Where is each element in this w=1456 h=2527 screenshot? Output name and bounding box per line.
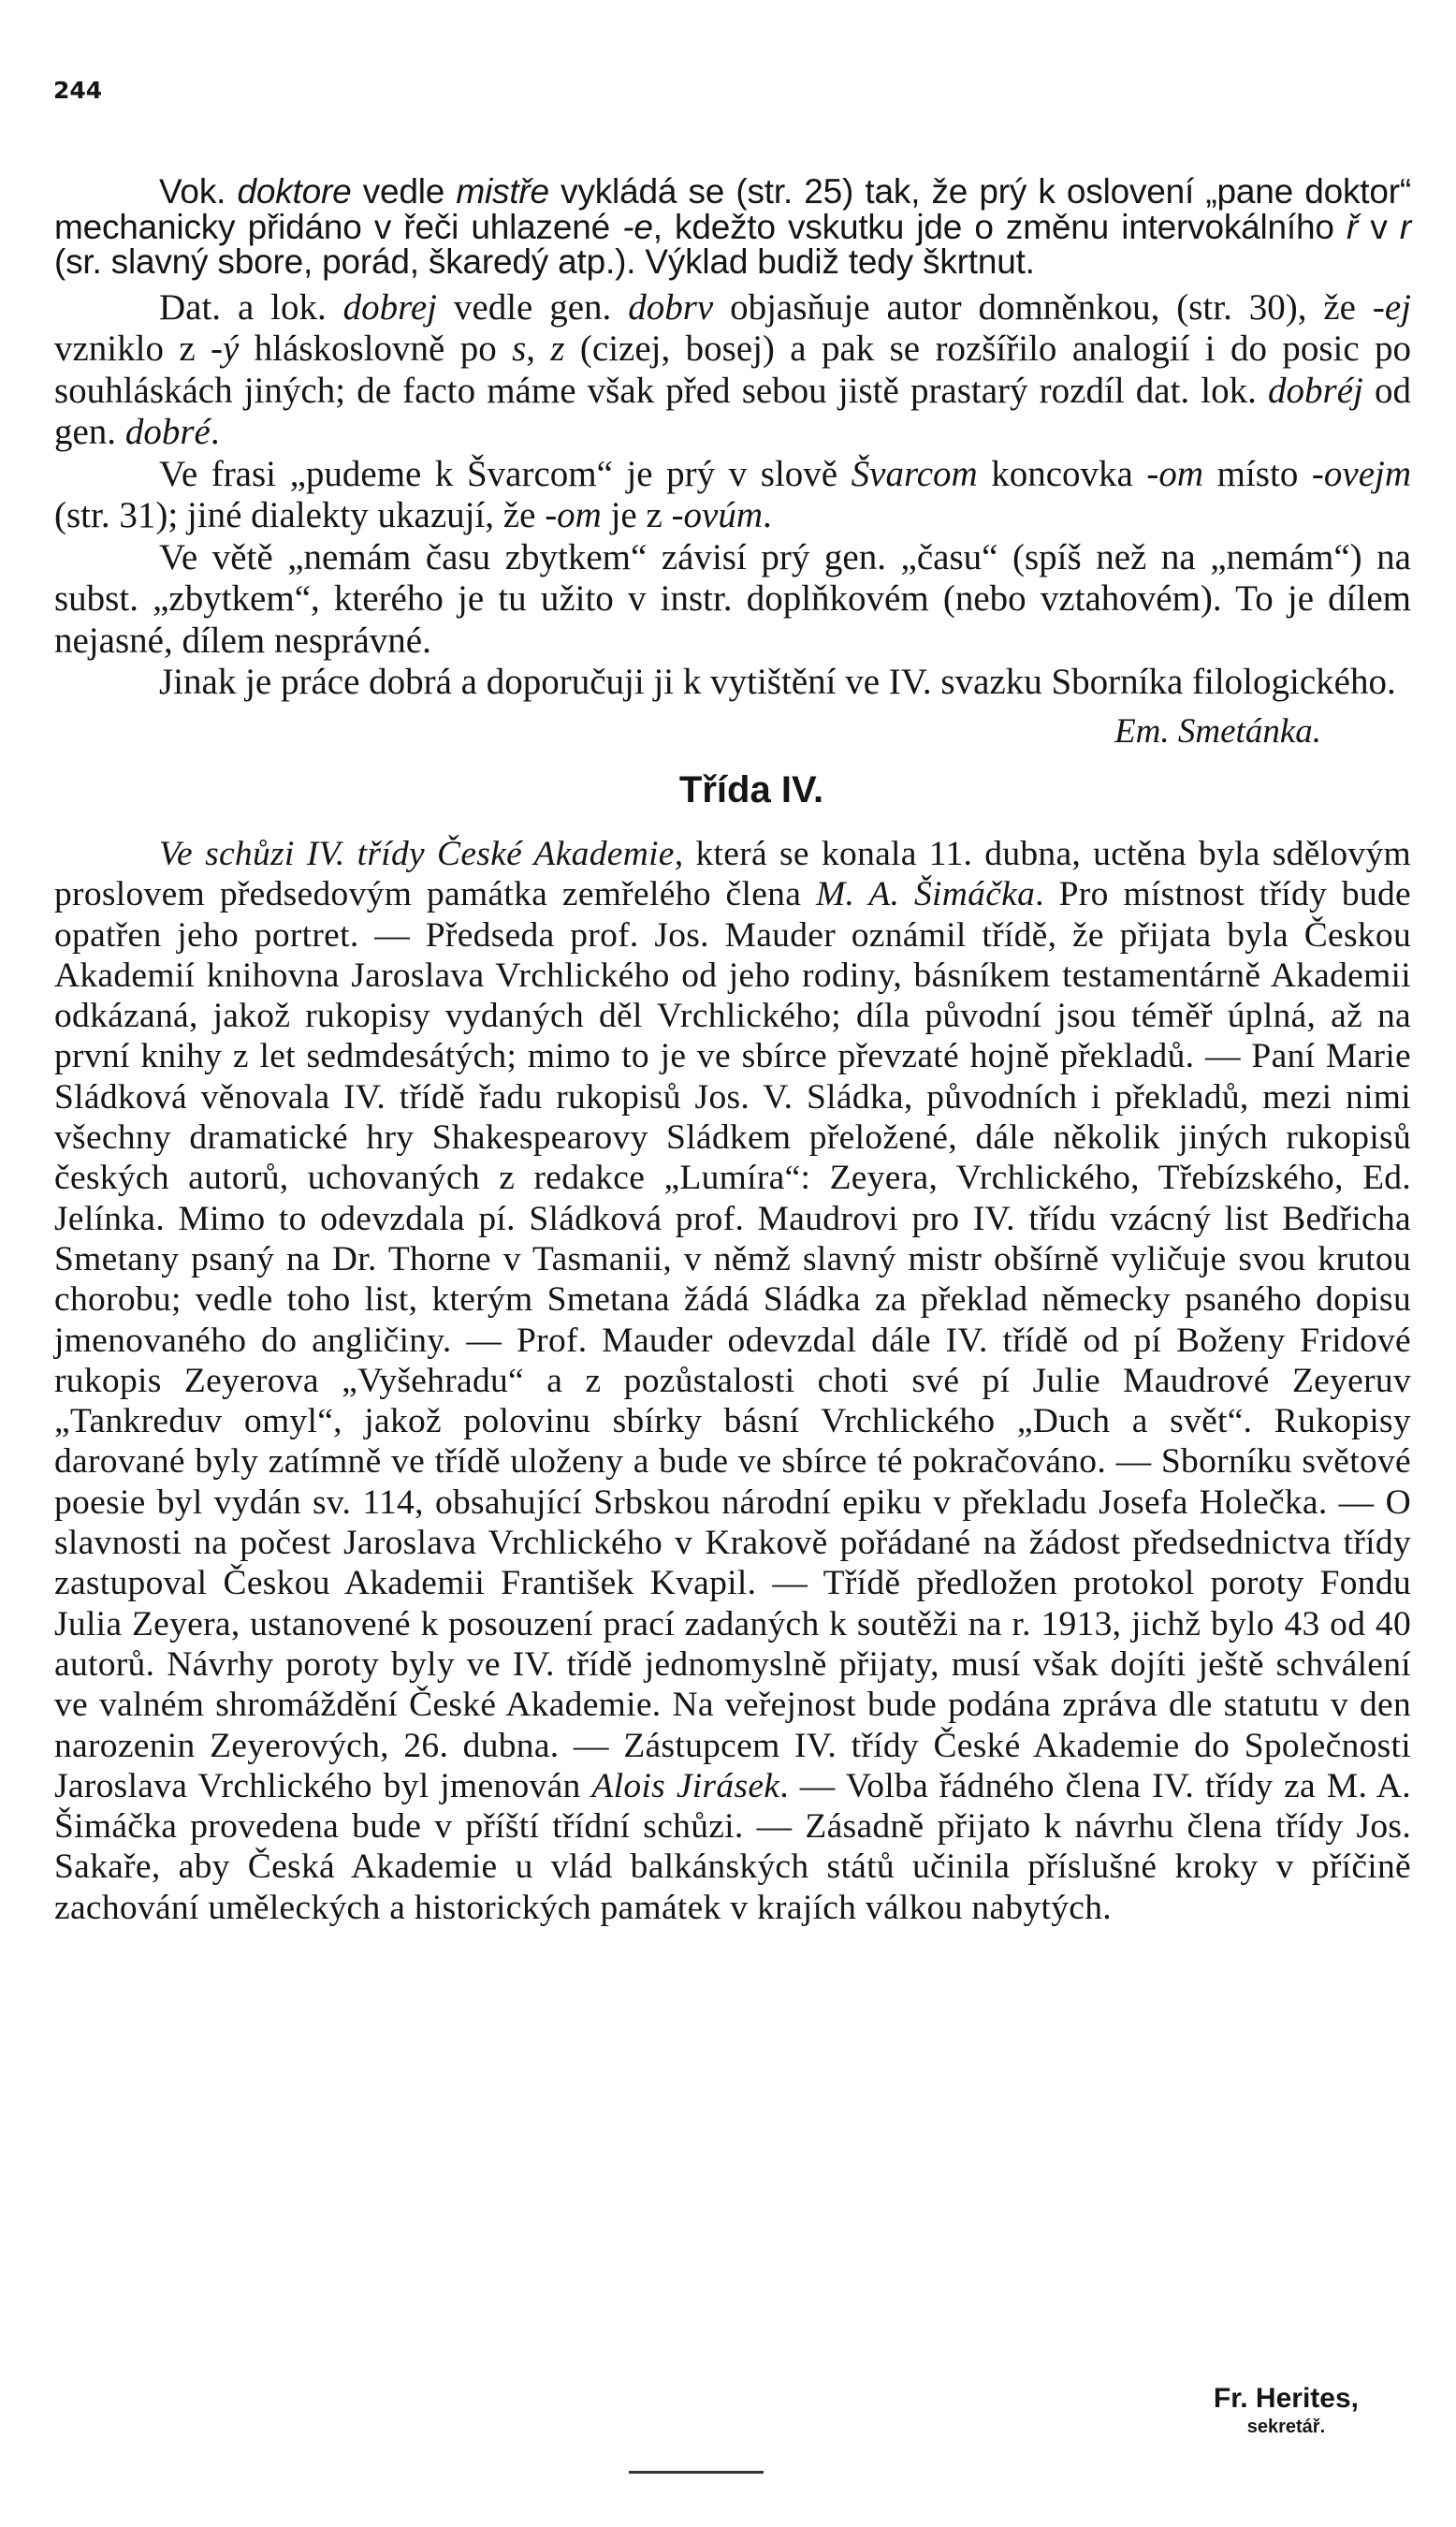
review-paragraph-3: Ve frasi „pudeme k Švarcom“ je prý v slově Švarcom koncovka -om místo -ovejm (str. 31); jiné dialekty ukazují, že -om je z -ovúm. — [54, 453, 1411, 535]
secretary-name: Fr. Herites, — [1213, 2383, 1359, 2414]
report-paragraph: Ve schůzi IV. třídy České Akademie, která se konala 11. dubna, uctěna byla sdělovým proslovem předsedovým památka zemřelého člena M. A. Šimáčka. Pro místnost třídy bude opatřen jeho portret. — Předseda prof. Jos. Mauder oznámil třídě, že přijata byla Českou Akademií knihovna Jaroslava Vrchlického od jeho rodiny, básníkem testamentárně Akademii odkázaná, jakož rukopisy vydaných děl Vrchlického; díla původní jsou téměř úplná, až na první knihy z let sedmdesátých; mimo to je ve sbírce převzaté hojně překladů. — Paní Marie Sládková věnovala IV. třídě řadu rukopisů Jos. V. Sládka, původních i překladů, mezi nimi všechny dramatické hry Shakespearovy Sládkem přeložené, dále několik jiných rukopisů českých autorů, uchovaných z redakce „Lumíra“: Zeyera, Vrchlického, Třebízského, Ed. Jelínka. Mimo to odevzdala pí. Sládková prof. Maudrovi pro IV. třídu vzácný list Bedřicha Smetany psaný na Dr. Thorne v Tasmanii, v němž slavný mistr obšírně vyličuje svou krutou chorobu; vedle toho list, kterým Smetana žádá Sládka za překlad německy psaného dopisu jmenovaného do angličiny. — Prof. Mauder odevzdal dále IV. třídě od pí Boženy Fridové rukopis Zeyerova „Vyšehradu“ a z pozůstalosti choti své pí Julie Maudrové Zeyeruv „Tankreduv omyl“, jakož polovinu sbírky básní Vrchlického „Duch a svět“. Rukopisy darované byly zatímně ve třídě uloženy a bude ve sbírce té pokračováno. — Sborníku světové poesie byl vydán sv. 114, obsahující Srbskou národní epiku v překladu Josefa Holečka. — O slavnosti na počest Jaroslava Vrchlického v Krakově pořádané na žádost předsednictva třídy zastupoval Českou Akademii František Kvapil. — Třídě předložen protokol poroty Fondu Julia Zeyera, ustanovené k posouzení prací zadaných k soutěži na r. 1913, jichž bylo 43 od 40 autorů. Návrhy poroty byly ve IV. třídě jednomyslně přijaty, musí však dojíti ještě schválení ve valném shromáždění České Akademie. Na veřejnost bude podána zpráva dle statutu v den narozenin Zeyerových, 26. dubna. — Zástupcem IV. třídy České Akademie do Společnosti Jaroslava Vrchlického byl jmenován Alois Jirásek. — Volba řádného člena IV. třídy za M. A. Šimáčka provedena bude v příští třídní schůzi. — Zásadně přijato k návrhu člena třídy Jos. Sakaře, aby Česká Akademie u vlád balkánských států učinila příslušné kroky v příčině zachování uměleckých a historických památek v krajích válkou nabytých. — [54, 835, 1411, 1927]
secretary-role: sekretář. — [1246, 2417, 1326, 2437]
page-number: 244 — [53, 77, 103, 104]
review-paragraph-4: Ve větě „nemám času zbytkem“ závisí prý gen. „času“ (spíš než na „nemám“) na subst. „zbytkem“, kterého je tu užito v instr. doplňkovém (nebo vztahovém). To je dílem nejasné, dílem nesprávné. — [54, 536, 1411, 661]
review-text — [54, 174, 1411, 1928]
review-paragraph-1: Vok. doktore vedle mistře vykládá se (str. 25) tak, že prý k oslovení „pane doktor“ mechanicky přidáno v řeči uhlazené -e, kdežto vskutku jde o změnu intervokálního ř v r (sr. slavný sbore, porád, škaredý atp.). Výklad budiž tedy škrtnut. — [54, 172, 1411, 281]
closing-rule — [629, 2471, 764, 2474]
review-paragraph-2: Dat. a lok. dobrej vedle gen. dobrv objasňuje autor domněnkou, (str. 30), že -ej vzniklo z -ý hláskoslovně po s, z (cizej, bosej) a pak se rozšířilo analogií i do posic po souhláskách jiných; de facto máme však před sebou jistě prastarý rozdíl dat. lok. dobréj od gen. dobré. — [54, 286, 1411, 452]
review-paragraph-5: Jinak je práce dobrá a doporučuji ji k vytištění ve IV. svazku Sborníka filologického. — [159, 662, 1396, 702]
review-signature: Em. Smetánka. — [1114, 711, 1321, 751]
section-heading: Třída IV. — [678, 769, 824, 811]
secretary-signature — [1214, 2383, 1359, 2438]
